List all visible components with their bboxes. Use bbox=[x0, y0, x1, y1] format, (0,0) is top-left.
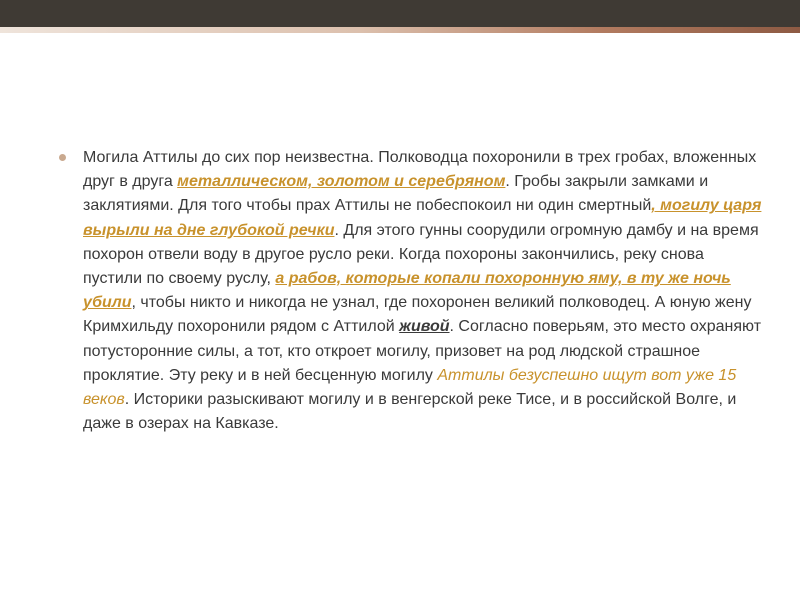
slide-content bbox=[63, 146, 763, 436]
text-segment-6: . Историки разыскивают могилу и в венгерской реке Тисе, и в российской Волге, и даже в озерах на Кавказе. bbox=[83, 391, 737, 433]
top-band bbox=[0, 0, 800, 27]
bullet-item bbox=[63, 146, 763, 436]
body-paragraph bbox=[83, 146, 763, 436]
text-segment-5: . Согласно поверьям, это место охраняют потусторонние силы, а тот, кто откроет могилу, призовет на род людской страшное проклятие. Эту реку и в ней бесценную могилу bbox=[83, 318, 762, 384]
highlight-river-grave: , могилу царя вырыли на дне глубокой речки bbox=[83, 197, 762, 239]
highlight-metals: металлическом, золотом и серебряном bbox=[177, 173, 506, 191]
highlight-centuries: Аттилы безуспешно ищут вот уже 15 веков bbox=[83, 366, 737, 409]
text-segment-4: , чтобы никто и никогда не узнал, где похоронен великий полководец. А юную жену Кримхильду похоронили рядом с Аттилой bbox=[83, 294, 752, 336]
text-segment-2: . Гробы закрыли замками и заклятиями. Для того чтобы прах Аттилы не побеспокоил ни один смертный bbox=[83, 173, 709, 215]
text-segment-3: . Для этого гунны соорудили огромную дамбу и на время похорон отвели воду в другое русло реки. Когда похороны закончились, реку снова пустили по своему руслу, bbox=[83, 221, 759, 288]
text-segment-1: Могила Аттилы до сих пор неизвестна. Полководца похоронили в трех гробах, вложенных друг в друга bbox=[83, 149, 757, 191]
highlight-alive: живой bbox=[399, 318, 450, 336]
highlight-slaves: а рабов, которые копали похоронную яму, в ту же ночь убили bbox=[83, 270, 731, 312]
bullet-dot-icon bbox=[59, 154, 66, 161]
accent-stripe bbox=[0, 27, 800, 33]
